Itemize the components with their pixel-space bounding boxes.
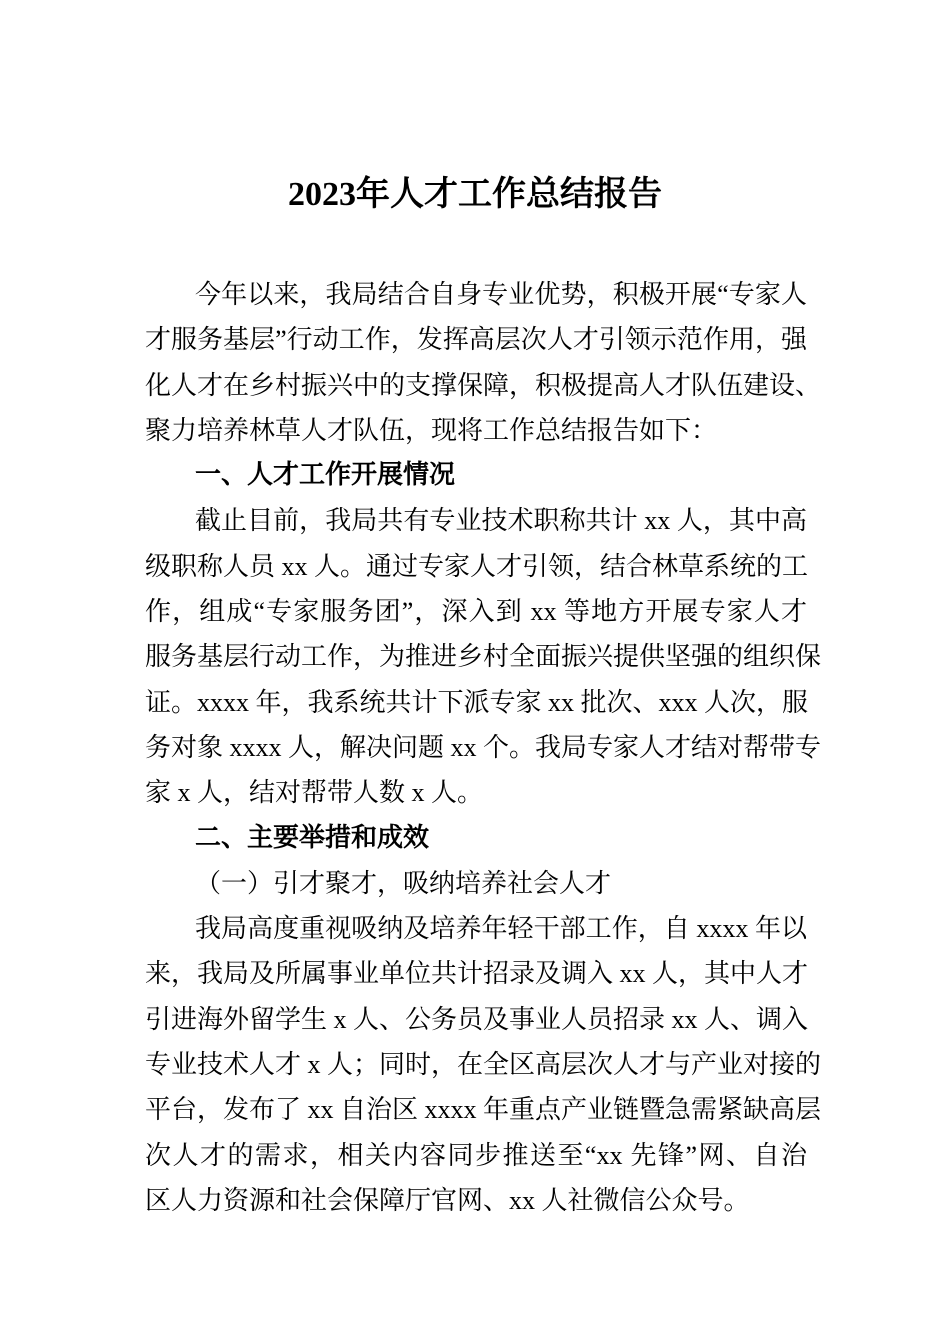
section-heading: 二、主要举措和成效 bbox=[195, 822, 430, 853]
paragraph-line: 今年以来，我局结合自身专业优势，积极开展“专家人 bbox=[195, 280, 807, 309]
document-title: 2023年人才工作总结报告 bbox=[288, 176, 662, 213]
paragraph-line: 引进海外留学生 x 人、公务员及事业人员招录 xx 人、调入 bbox=[145, 1004, 809, 1034]
paragraph-line: 截止目前，我局共有专业技术职称共计 xx 人，其中高 bbox=[195, 506, 807, 536]
paragraph-line: 区人力资源和社会保障厅官网、xx 人社微信公众号。 bbox=[145, 1185, 750, 1215]
paragraph-line: 次人才的需求，相关内容同步推送至“xx 先锋”网、自治 bbox=[145, 1140, 807, 1170]
paragraph-line: 作，组成“专家服务团”，深入到 xx 等地方开展专家人才 bbox=[145, 597, 807, 627]
document-body bbox=[145, 272, 822, 1223]
paragraph-line: 级职称人员 xx 人。通过专家人才引领，结合林草系统的工 bbox=[145, 551, 809, 581]
section-heading: 一、人才工作开展情况 bbox=[195, 460, 456, 491]
paragraph-line: 专业技术人才 x 人；同时，在全区高层次人才与产业对接的 bbox=[145, 1050, 822, 1080]
paragraph-line: 聚力培养林草人才队伍，现将工作总结报告如下： bbox=[145, 415, 718, 445]
paragraph-line: 平台，发布了 xx 自治区 xxxx 年重点产业链暨急需紧缺高层 bbox=[145, 1095, 822, 1125]
paragraph-line: 才服务基层”行动工作，发挥高层次人才引领示范作用，强 bbox=[145, 325, 807, 355]
paragraph bbox=[145, 498, 822, 815]
paragraph-line: 务对象 xxxx 人，解决问题 xx 个。我局专家人才结对帮带专 bbox=[145, 732, 822, 762]
paragraph-line: 家 x 人，结对帮带人数 x 人。 bbox=[145, 778, 484, 808]
subsection-heading: （一）引才聚才，吸纳培养社会人才 bbox=[195, 868, 612, 898]
paragraph-line: 我局高度重视吸纳及培养年轻干部工作，自 xxxx 年以 bbox=[195, 914, 807, 944]
paragraph bbox=[145, 906, 822, 1223]
paragraph-line: 来，我局及所属事业单位共计招录及调入 xx 人，其中人才 bbox=[145, 959, 809, 989]
paragraph bbox=[145, 272, 822, 453]
paragraph-line: 服务基层行动工作，为推进乡村全面振兴提供坚强的组织保 bbox=[145, 642, 822, 672]
paragraph-line: 化人才在乡村振兴中的支撑保障，积极提高人才队伍建设、 bbox=[145, 370, 822, 400]
paragraph-line: 证。xxxx 年，我系统共计下派专家 xx 批次、xxx 人次，服 bbox=[145, 687, 809, 717]
